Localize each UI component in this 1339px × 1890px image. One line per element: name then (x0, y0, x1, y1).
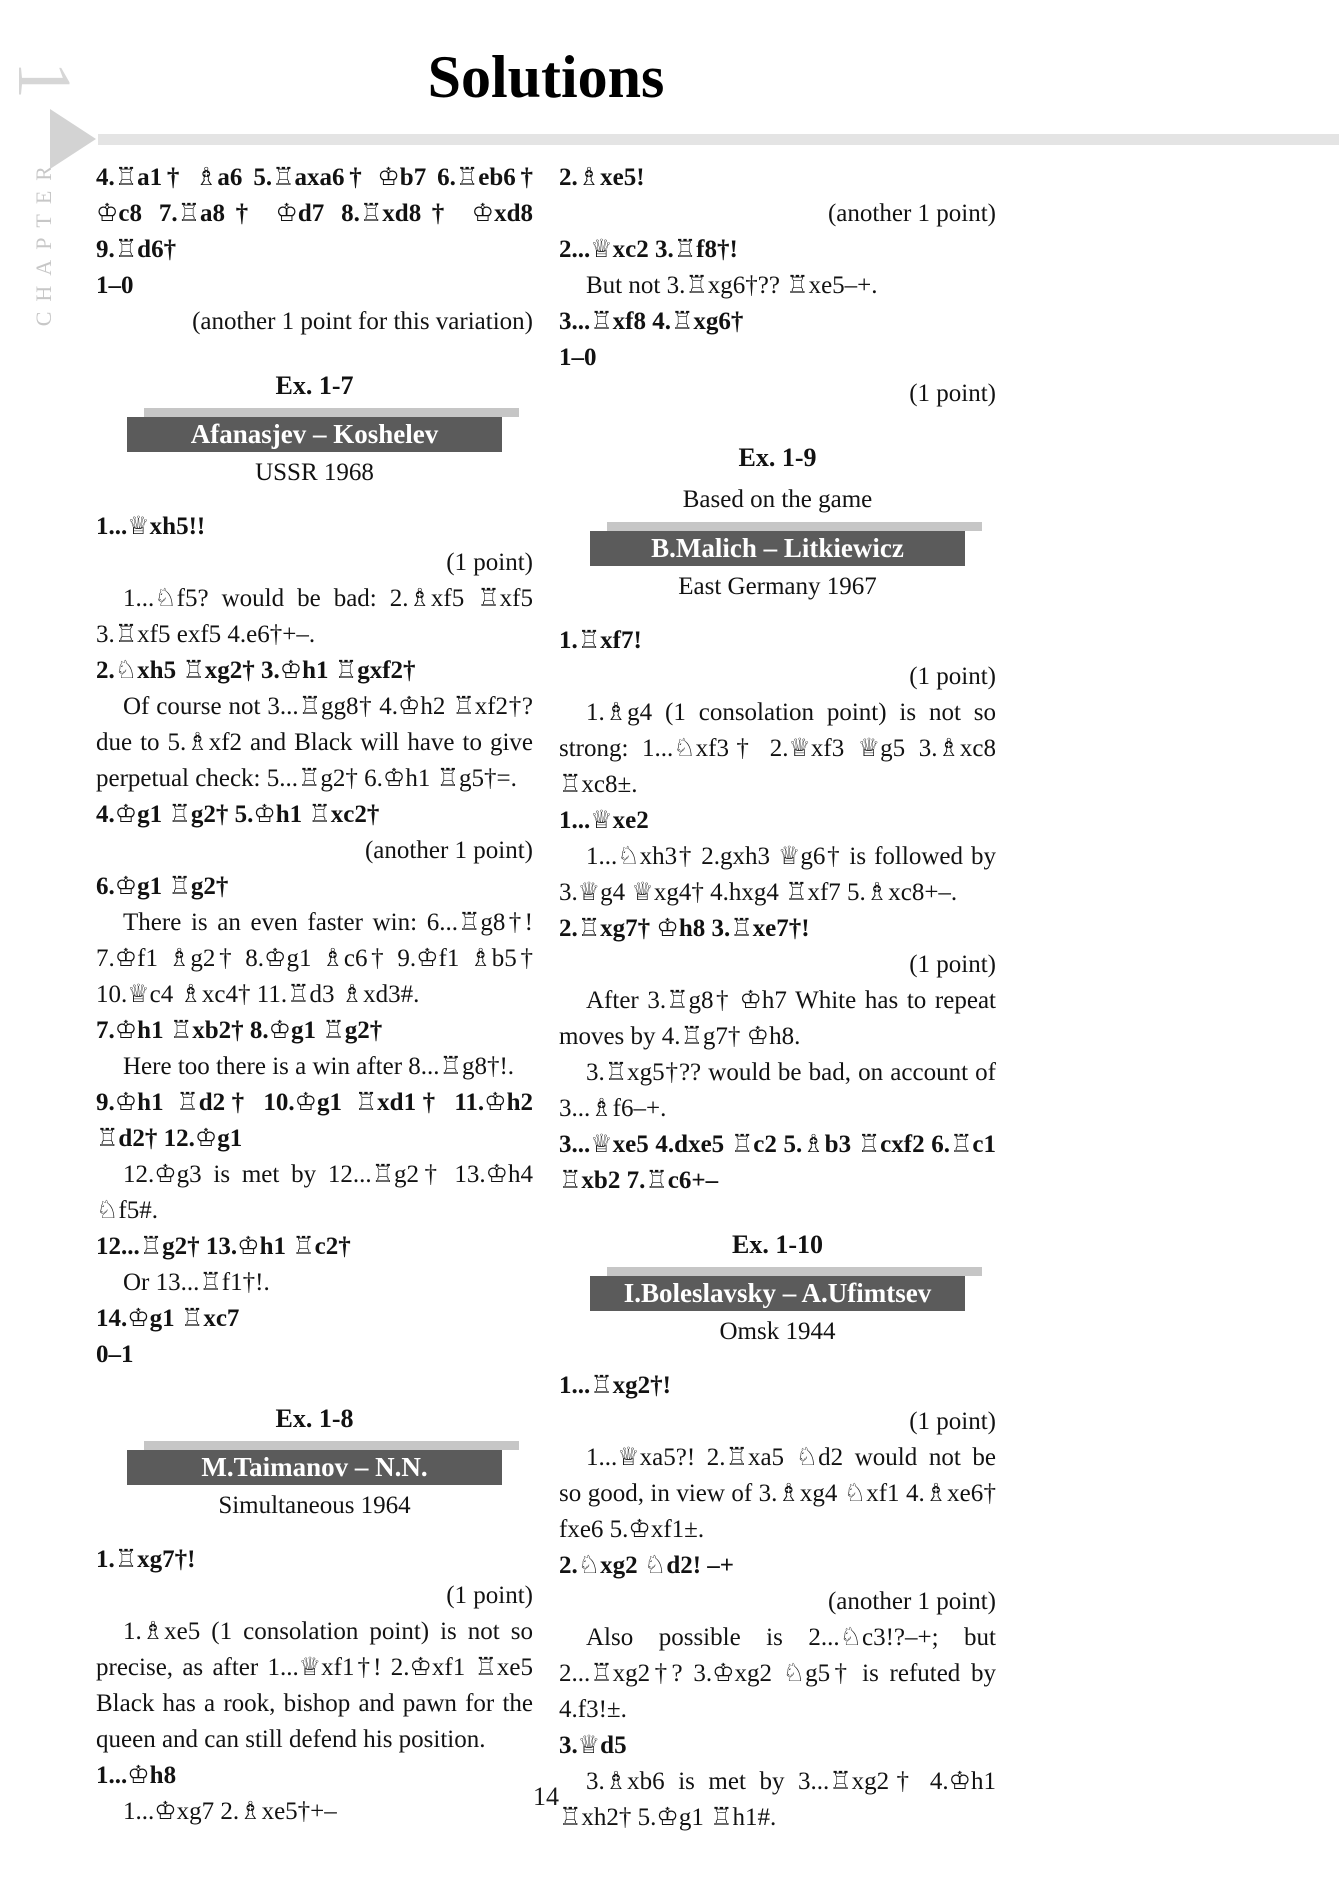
move-line: 4.♖a1† ♗a6 5.♖axa6† ♔b7 6.♖eb6† ♔c8 7.♖a8† ♔d7 8.♖xd8† ♔xd8 9.♖d6† (96, 164, 533, 263)
comment-text: 3.♖xg5†?? would be bad, on account of 3...♗f6–+. (559, 1059, 996, 1122)
result-line: 1–0 (96, 272, 134, 299)
move-line: 2.♘xh5 ♖xg2† 3.♔h1 ♖gxf2† (96, 657, 416, 684)
comment-text: But not 3.♖xg6†?? ♖xe5–+. (586, 272, 878, 299)
venue-line: East Germany 1967 (678, 573, 877, 600)
players-bar-highlight (144, 1441, 520, 1450)
points-note: (another 1 point for this variation) (192, 308, 533, 335)
points-note: (another 1 point) (827, 200, 996, 227)
page-number: 14 (533, 1782, 559, 1811)
players-header (127, 417, 503, 452)
move-line: 9.♔h1 ♖d2† 10.♔g1 ♖xd1† 11.♔h2 ♖d2† 12.♔g1 (96, 1089, 533, 1152)
page-title: Solutions (427, 44, 665, 110)
points-note: (another 1 point) (364, 837, 533, 864)
move-line: 14.♔g1 ♖xc7 (96, 1305, 240, 1332)
move-line: 2.♘xg2 ♘d2! –+ (559, 1552, 735, 1579)
result-line: 1–0 (559, 344, 597, 371)
move-line: 2.♖xg7† ♔h8 3.♖xe7†! (559, 915, 810, 942)
move-line: 12...♖g2† 13.♔h1 ♖c2† (96, 1233, 351, 1260)
exercise-title: Ex. 1-7 (275, 371, 354, 400)
move-line: 1...♖xg2†! (559, 1372, 671, 1399)
players-bar-highlight (607, 1267, 983, 1276)
move-line: 3.♕d5 (559, 1732, 627, 1759)
venue-line: Omsk 1944 (719, 1318, 836, 1345)
comment-text: 1...♕xa5?! 2.♖xa5 ♘d2 would not be so good, in view of 3.♗xg4 ♘xf1 4.♗xe6† fxe6 5.♔xf1±. (559, 1444, 996, 1543)
move-line: 3...♕xe5 4.dxe5 ♖c2 5.♗b3 ♖cxf2 6.♖c1 ♖xb2 7.♖c6+– (559, 1131, 996, 1194)
players-bar-highlight (144, 408, 520, 417)
right-column (559, 160, 996, 1836)
left-column (96, 160, 533, 1830)
exercise-title: Ex. 1-10 (732, 1230, 823, 1259)
chapter-arrow-icon (50, 109, 96, 169)
move-line: 1...♕xe2 (559, 807, 649, 834)
comment-text: 12.♔g3 is met by 12...♖g2† 13.♔h4 ♘f5#. (96, 1161, 533, 1224)
comment-text: After 3.♖g8† ♔h7 White has to repeat moves by 4.♖g7† ♔h8. (559, 987, 996, 1050)
points-note: (another 1 point) (827, 1588, 996, 1615)
exercise-title: Ex. 1-8 (275, 1404, 354, 1433)
comment-text: Of course not 3...♖gg8† 4.♔h2 ♖xf2†? due to 5.♗xf2 and Black will have to give perpetual check: 5...♖g2† 6.♔h1 ♖g5†=. (96, 693, 533, 792)
chapter-marker (2, 48, 86, 337)
move-line: 1.♖xg7†! (96, 1546, 196, 1573)
players-bar-highlight (607, 522, 983, 531)
points-note: (1 point) (909, 951, 996, 978)
points-note: (1 point) (909, 663, 996, 690)
players-names: Afanasjev – Koshelev (127, 417, 503, 452)
comment-text: 3.♗xb6 is met by 3...♖xg2† 4.♔h1 ♖xh2† 5.♔g1 ♖h1#. (559, 1768, 996, 1831)
comment-text: There is an even faster win: 6...♖g8†! 7.♔f1 ♗g2† 8.♔g1 ♗c6† 9.♔f1 ♗b5† 10.♕c4 ♗xc4† 11.♖d3 ♗xd3#. (96, 909, 533, 1008)
move-line: 3...♖xf8 4.♖xg6† (559, 308, 744, 335)
chapter-number: 1 (2, 61, 86, 99)
comment-text: 1...♘xh3† 2.gxh3 ♕g6† is followed by 3.♕g4 ♕xg4† 4.hxg4 ♖xf7 5.♗xc8+–. (559, 843, 996, 906)
points-note: (1 point) (909, 380, 996, 407)
move-line: 2.♗xe5! (559, 164, 645, 191)
result-line: 0–1 (96, 1341, 134, 1368)
move-line: 7.♔h1 ♖xb2† 8.♔g1 ♖g2† (96, 1017, 383, 1044)
players-header (127, 1450, 503, 1485)
players-header (590, 1276, 966, 1311)
move-line: 1...♕xh5!! (96, 513, 206, 540)
move-line: 4.♔g1 ♖g2† 5.♔h1 ♖xc2† (96, 801, 380, 828)
move-line: 6.♔g1 ♖g2† (96, 873, 229, 900)
points-note: (1 point) (446, 1582, 533, 1609)
points-note: (1 point) (909, 1408, 996, 1435)
exercise-title: Ex. 1-9 (738, 443, 817, 472)
move-line: 2...♕xc2 3.♖f8†! (559, 236, 738, 263)
based-on-note: Based on the game (682, 486, 873, 513)
players-header (590, 531, 966, 566)
comment-text: Or 13...♖f1†!. (123, 1269, 270, 1296)
points-note: (1 point) (446, 549, 533, 576)
venue-line: Simultaneous 1964 (218, 1492, 411, 1519)
comment-text: Also possible is 2...♘c3!?–+; but 2...♖xg2†? 3.♔xg2 ♘g5† is refuted by 4.f3!±. (559, 1624, 996, 1723)
move-line: 1...♔h8 (96, 1762, 177, 1789)
move-line: 1.♖xf7! (559, 627, 642, 654)
players-names: I.Boleslavsky – A.Ufimtsev (590, 1276, 966, 1311)
players-names: M.Taimanov – N.N. (127, 1450, 503, 1485)
players-names: B.Malich – Litkiewicz (590, 531, 966, 566)
venue-line: USSR 1968 (255, 459, 374, 486)
comment-text: 1...♔xg7 2.♗xe5†+– (123, 1798, 337, 1825)
comment-text: 1.♗xe5 (1 consolation point) is not so precise, as after 1...♕xf1†! 2.♔xf1 ♖xe5 Black has a rook, bishop and pawn for the queen and can still defend his position. (96, 1618, 533, 1753)
comment-text: 1...♘f5? would be bad: 2.♗xf5 ♖xf5 3.♖xf5 exf5 4.e6†+–. (96, 585, 533, 648)
comment-text: 1.♗g4 (1 consolation point) is not so strong: 1...♘xf3† 2.♕xf3 ♕g5 3.♗xc8 ♖xc8±. (559, 699, 996, 798)
chapter-word: CHAPTER (31, 156, 56, 327)
comment-text: Here too there is a win after 8...♖g8†!. (123, 1053, 515, 1080)
header-rule (98, 134, 1339, 145)
